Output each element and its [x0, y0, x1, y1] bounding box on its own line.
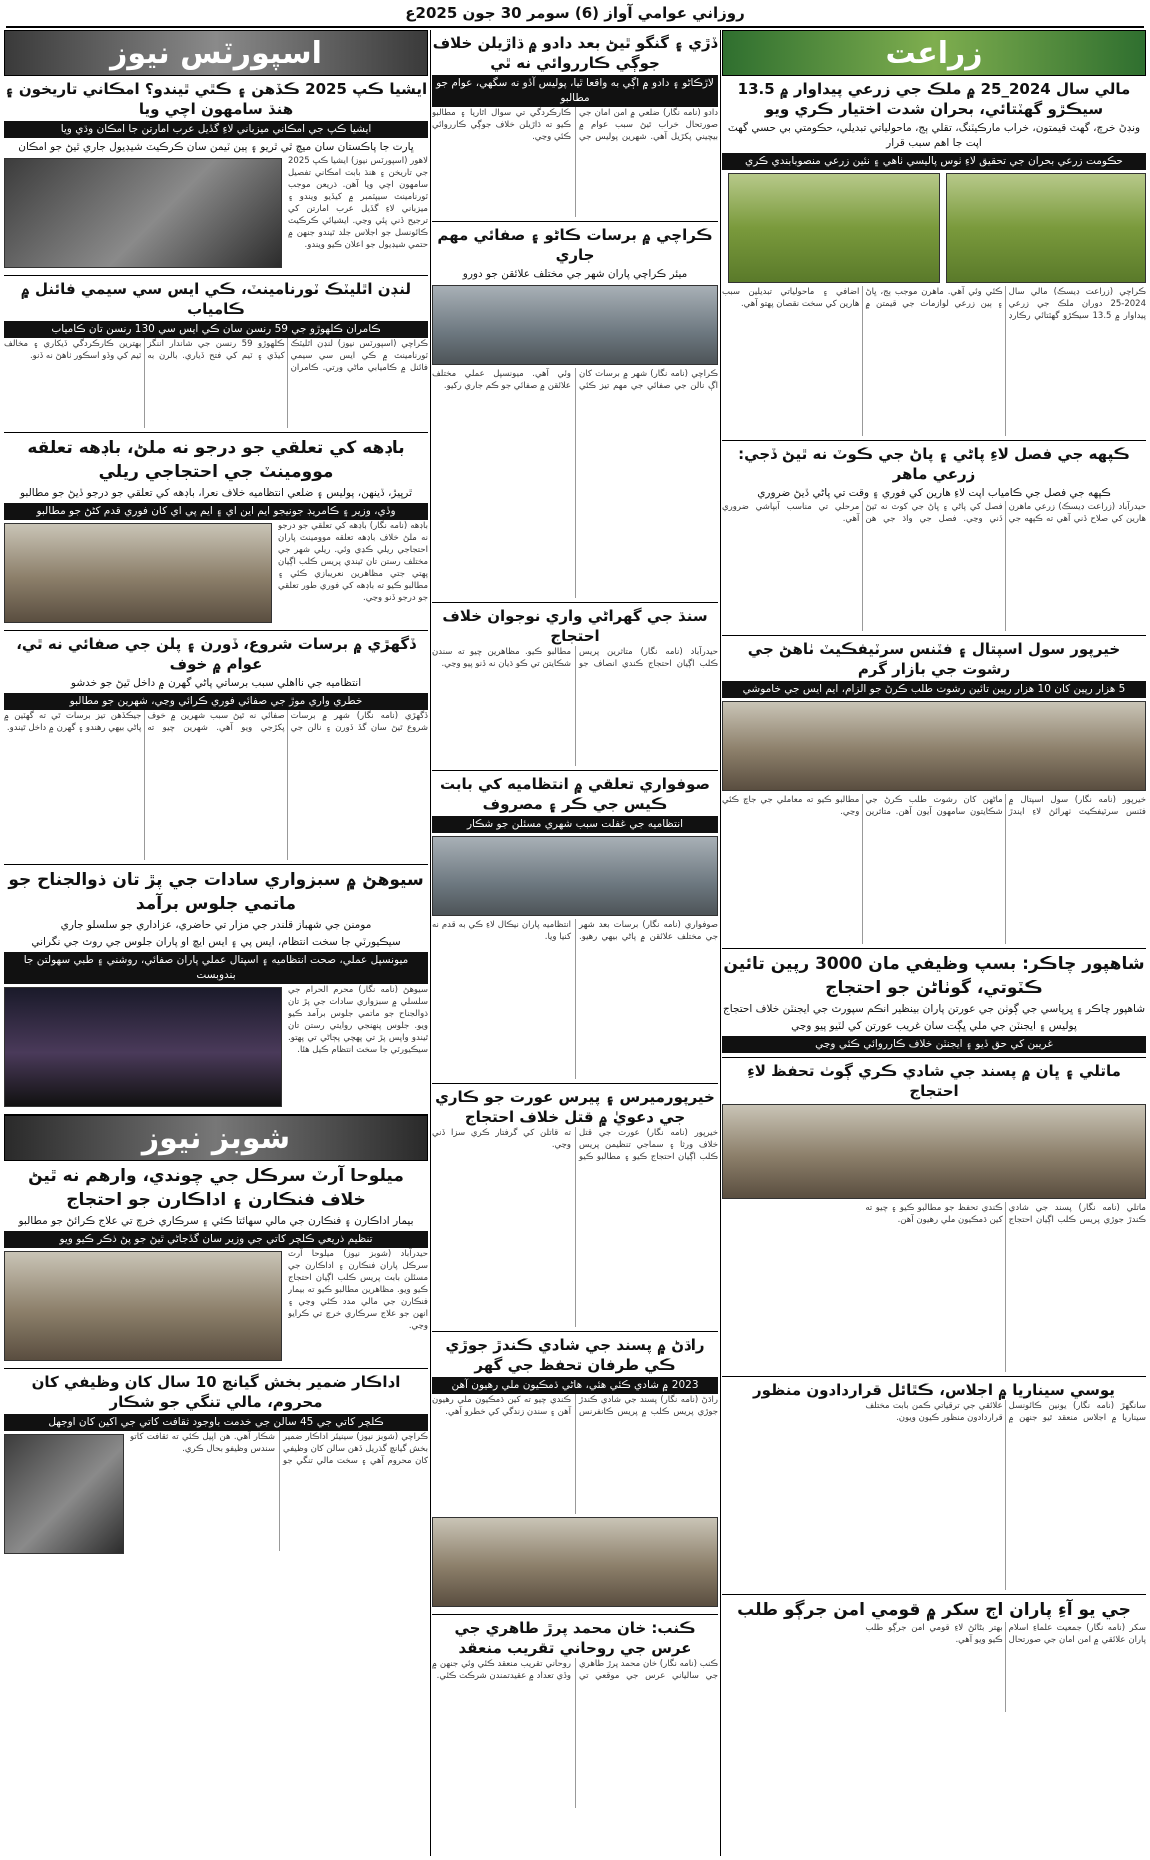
article-body: دادو (نامه نگار) ضلعي ۾ امن امان جي صورتحال خراب ٿيڻ سبب عوام ۾ بيچيني پکڙيل آهي. شهرين پوليس جي ڪارڪردگي تي سوال اٿاريا ۽ مطالبو ڪيو ته ڌاڙيلن خلاف جوڳي ڪارروائي ڪئي وڃي. — [432, 108, 718, 142]
article-body: خيرپور (نامه نگار) عورت جي قتل خلاف ورثا ۽ سماجي تنظيمن پريس ڪلب اڳيان احتجاج ڪيو ۽ مطالبو ڪيو ته قاتلن کي گرفتار ڪري سزا ڏني وڃي. — [432, 1128, 718, 1162]
subheadline: ڪلچر کاتي جي 45 سالن جي خدمت باوجود ثقافت کاتي جي اکين کان اوجهل — [4, 1414, 428, 1431]
headline: جي يو آءِ پاران اڄ سکر ۾ قومي امن جرڳو طلب — [737, 1600, 1131, 1620]
story-shahpur-chakar — [722, 949, 1146, 1058]
headline: لنڊن اٿليٽڪ ٽورنامينٽ، ڪي ايس سي سيمي فائنل ۾ ڪامياب — [21, 280, 411, 318]
story-sehwan-procession — [4, 865, 428, 1115]
agri-story-production — [722, 76, 1146, 441]
story-sufwari — [432, 771, 718, 1084]
story-hyderabad-protest — [432, 603, 718, 771]
headline: ميلوحا آرٽ سرڪل جي چوندي، وارهم نه ٿيڻ خلاف فنڪارن ۽ اداڪارن جو احتجاج — [28, 1166, 404, 1210]
actor-photo — [4, 1434, 124, 1554]
showbiz-banner: شوبز نيوز — [4, 1115, 428, 1161]
couple-photo — [722, 1104, 1146, 1199]
article-body: ڪراچي (اسپورٽس نيوز) لنڊن اٿليٽڪ ٽورنامينٽ ۾ ڪي ايس سي سيمي فائنل ۾ ڪاميابي ماڻي ورتي. ڪامران ڪلهوڙو 59 رنسن جي شاندار اننگز کيڏي ۽ ٽيم کي فتح ڏياري. بالرن به بهترين ڪارڪردگي ڏيکاري ۽ مخالف ٽيم کي وڏو اسڪور ٺاهڻ نه ڏنو. — [4, 339, 428, 373]
artists-protest-photo — [4, 1251, 282, 1361]
headline: ڏڙي ۽ گنگو ٿيڻ بعد دادو ۾ ڌاڙيلن خلاف جوڳي ڪارروائي نه ٿي — [432, 34, 718, 72]
story-karachi-rain — [432, 222, 718, 603]
crop-photo — [728, 173, 940, 283]
article-body: ڪنب (نامه نگار) خان محمد پرڙ طاهري جي سالياني عرس جي موقعي تي روحاني تقريب منعقد ڪئي وئي جنهن ۾ وڏي تعداد ۾ عقيدتمندن شرڪت ڪئي. — [432, 1659, 718, 1681]
story-sanaria — [722, 1377, 1146, 1595]
headline: اداڪار ضمير بخش گيانچ 10 سال کان وظيفي کان محروم، مالي تنگي جو شڪار — [31, 1373, 401, 1411]
column-rule-right — [720, 30, 721, 1856]
subheadline: بيمار اداڪارن ۽ فنڪارن جي مالي سهائتا ڪئي ۽ سرڪاري خرچ تي علاج ڪرائڻ جو مطالبو — [18, 1215, 414, 1227]
headline: صوفواري تعلقي ۾ انتظاميه کي بابت ڪيس جي ڪر ۽ مصروف — [439, 775, 711, 813]
subheadline: شاهپور چاڪر ۽ ڀرپاسي جي ڳوٺن جي عورتن پاران بينظير انڪم سپورٽ جي ايجنٽن خلاف احتجاج — [722, 1003, 1145, 1015]
cricketers-photo — [4, 158, 282, 268]
subheadline: لاڙڪاڻو ۽ دادو ۾ اڳي به واقعا ٿيا، پوليس آڏو نه سگهي، عوام جو مطالبو — [432, 75, 718, 107]
headline: خيرپورميرس ۽ پيرس عورت جو ڪاري جي دعويٰ ۾ قتل خلاف احتجاج — [435, 1088, 715, 1126]
agri-story-cotton — [722, 441, 1146, 636]
story-matli — [722, 1058, 1146, 1377]
article-body: باڊهه (نامه نگار) باڊهه کي تعلقي جو درجو نه ملڻ خلاف باڊهه تعلقه موومينٽ پاران احتجاجي ريلي ڪڍي وئي. ريلي شهر جي مختلف رستن تان ٿيندي پريس ڪلب اڳيان پهتي جتي مظاهرين نعريبازي ڪئي ۽ مطالبو ڪيو ته باڊهه کي فوري طور تعلقي جو درجو ڏنو وڃي. — [278, 521, 428, 603]
article-body: سيوهڻ (نامه نگار) محرم الحرام جي سلسلي ۾ سبزواري سادات جي پڙ تان ذوالجناح جو ماتمي جلوس برآمد ڪيو ويو. جلوس پنهنجي روايتي رستن تان ٿيندو واپس پڙ تي پهچي پڄاڻي تي پهتو. سيڪيورٽي جا سخت انتظام ڪيل هئا. — [288, 985, 428, 1055]
subheadline: ڪامران ڪلهوڙو جي 59 رنسن سان ڪي ايس سي 130 رنسن تان ڪامياب — [4, 321, 428, 338]
subheadline: ڪپهه جي فصل جي ڪامياب اپت لاءِ هارين کي فوري ۽ وقت تي پاڻي ڏيڻ ضروري — [757, 487, 1111, 499]
article-body: سکر (نامه نگار) جمعيت علماءِ اسلام پاران علائقي ۾ امن امان جي صورتحال بهتر بڻائڻ لاءِ قومي امن جرڳو طلب ڪيو ويو آهي. — [865, 1623, 1146, 1645]
story-khairpur-murder — [432, 1084, 718, 1332]
article-body: سانگهڙ (نامه نگار) يونين ڪائونسل سيناريا ۾ اجلاس منعقد ٿيو جنهن ۾ علائقي جي ترقياتي ڪمن بابت مختلف قراردادون منظور ڪيون ويون. — [865, 1401, 1146, 1423]
story-jui-jirga — [722, 1595, 1146, 1716]
story-khairpur-hospital — [722, 636, 1146, 949]
story-dadu — [432, 30, 718, 222]
subheadline: وڏي، وزير ۽ ڪامريڊ جونيجو ايم اين اي ۽ ايم پي اي کان فوري قدم کڻڻ جو مطالبو — [4, 503, 428, 520]
rain-photo — [432, 285, 718, 365]
headline: سيوهڻ ۾ سبزواري سادات جي پڙ تان ذوالجناح جو ماتمي جلوس برآمد — [8, 870, 424, 914]
sports-story-london — [4, 276, 428, 433]
article-body: حيدرآباد (نامه نگار) متاثرين پريس ڪلب اڳيان احتجاج ڪندي انصاف جو مطالبو ڪيو. مظاهرين چيو ته سندن شڪايتن تي ڪو ڌيان نه ڏنو پيو وڃي. — [432, 647, 718, 669]
showbiz-story-protest — [4, 1161, 428, 1369]
subheadline: ميئر ڪراچي پاران شهر جي مختلف علائقن جو دورو — [462, 268, 688, 280]
subheadline: 2023 ۾ شادي ڪئي هئي، هاڻي ڌمڪيون ملي رهيون آهن — [432, 1377, 718, 1394]
headline: سنڌ جي گهراڻي واري نوجوان خلاف احتجاج — [442, 607, 708, 645]
flood-photo — [432, 836, 718, 916]
column-right — [722, 30, 1146, 1856]
subheadline: غريبن کي حق ڏيو ۽ ايجنٽن خلاف ڪارروائي ڪئي وڃي — [722, 1036, 1146, 1053]
agriculture-banner: زراعت — [722, 30, 1146, 76]
article-body: ڪراچي (نامه نگار) شهر ۾ برسات کان اڳ نالن جي صفائي جي مهم تيز ڪئي وئي آهي. ميونسپل عملي مختلف علائقن ۾ صفائي جو ڪم جاري رکيو. — [432, 369, 718, 391]
subheadline: سيڪيورٽي جا سخت انتظام، ايس پي ۽ ايس ايڇ او پاران جلوس جي روٽ جي نگراني — [31, 936, 401, 948]
article-body: راڌڻ (نامه نگار) پسند جي شادي ڪندڙ جوڙي پريس ڪلب ۾ پريس ڪانفرنس ڪندي چيو ته کين ڌمڪيون ملي رهيون آهن ۽ سندن زندگي کي خطرو آهي. — [432, 1395, 718, 1417]
headline: خيرپور سول اسپتال ۽ فٽنس سرٽيفڪيٽ ٺاهڻ جي رشوت جي بازار گرم — [747, 640, 1121, 678]
headline: ڏگهڙي ۾ برسات شروع، ڏورن ۽ پلن جي صفائي نه ٿي، عوام ۾ خوف — [16, 635, 416, 673]
subheadline: مومنن جي شهباز قلندر جي مزار تي حاضري، عزاداري جو سلسلو جاري — [60, 919, 372, 931]
headline: مالي سال 2024_25 ۾ ملڪ جي زرعي پيداوار ۾ 13.5 سيڪڙو گهٽتائي، بحران شدت اختيار ڪري ويو — [737, 80, 1131, 118]
subheadline: خطري واري موڙ جي صفائي فوري ڪرائي وڃي، شهرين جو مطالبو — [4, 693, 428, 710]
headline: يوسي سيناريا ۾ اجلاس، ڪٿائل قراردادون منظور — [753, 1381, 1115, 1399]
article-body: ماتلي (نامه نگار) پسند جي شادي ڪندڙ جوڙي پريس ڪلب اڳيان احتجاج ڪندي تحفظ جو مطالبو ڪيو ۽ چيو ته کين ڌمڪيون ملي رهيون آهن. — [865, 1203, 1146, 1225]
subheadline: ٿرڀيڙ، ڏينهن، پوليس ۽ ضلعي انتظاميه خلاف نعرا، باڊهه کي تعلقي جو درجو ڏيڻ جو مطالبو — [19, 487, 413, 499]
crop-photo — [946, 173, 1146, 283]
article-body: صوفواري (نامه نگار) برسات بعد شهر جي مختلف علائقن ۾ پاڻي بيهي رهيو. انتظاميه پاران نيڪال لاءِ ڪي به قدم نه کنيا ويا. — [432, 920, 718, 942]
headline: باڊهه کي تعلقي جو درجو نه ملڻ، باڊهه تعلقه موومينٽ جي احتجاجي ريلي — [27, 438, 405, 482]
subheadline: ڀارت جا پاڪستان سان ميچ ٿي ٿريو ۽ ٻين ٽيمن سان ڪرڪيٽ شيڊيول جاري ٿيڻ جو امڪان — [18, 141, 414, 153]
article-body: حيدرآباد (شوبز نيوز) ميلوحا آرٽ سرڪل پاران فنڪارن ۽ اداڪارن جي مسئلن بابت پريس ڪلب اڳيان احتجاج ڪيو ويو. مظاهرين مطالبو ڪيو ته بيمار فنڪارن جي مالي مدد ڪئي وڃي ۽ انهن جو علاج سرڪاري خرچ تي ڪرايو وڃي. — [288, 1249, 428, 1331]
story-dagri-rain — [4, 631, 428, 865]
article-body: خيرپور (نامه نگار) سول اسپتال ۾ فٽنس سرٽيفڪيٽ ٺهرائڻ لاءِ ايندڙ ماڻهن کان رشوت طلب ڪرڻ جي شڪايتون سامهون آيون آهن. متاثرين مطالبو ڪيو ته معاملي جي جاچ ڪئي وڃي. — [722, 795, 1146, 817]
headline: ڪراچي ۾ برسات ڪاڻو ۽ صفائي مهم جاري — [437, 226, 713, 264]
headline: راڌڻ ۾ پسند جي شادي ڪندڙ جوڙي ڪي طرفان تحفظ جي گهر — [445, 1336, 705, 1374]
article-body: ڏگهڙي (نامه نگار) شهر ۾ برسات شروع ٿيڻ سان گڏ ڏورن ۽ نالن جي صفائي نه ٿيڻ سبب شهرين ۾ خوف پکڙجي ويو آهي. شهرين چيو ته جيڪڏهن تيز برسات ٿي ته گهٽين ۾ پاڻي بيهي رهندو ۽ گهرن ۾ داخل ٿيندو. — [4, 711, 428, 733]
headline: شاهپور چاڪر: بسپ وظيفي مان 3000 رپين تائين ڪٽوتي، گوٺاڻن جو احتجاج — [723, 954, 1145, 998]
subheadline: انتظاميه جي نااهلي سبب برساتي پاڻي گهرن ۾ داخل ٿيڻ جو خدشو — [70, 677, 362, 689]
rally-photo — [4, 523, 272, 623]
sports-story-asia-cup — [4, 76, 428, 276]
couple-photo — [432, 1517, 718, 1607]
sports-banner: اسپورٽس نيوز — [4, 30, 428, 76]
article-body: لاهور (اسپورٽس نيوز) ايشيا ڪپ 2025 جي تاريخن ۽ هنڌ بابت امڪاني تفصيل سامهون اچي ويا آهن. ذريعن موجب ٽورنامينٽ سيپٽمبر ۾ کيڏيو ويندو ۽ ميزباني لاءِ گڏيل عرب امارتن کي ترجيح ڏني پئي وڃي. ايشيائي ڪرڪيٽ ڪائونسل جو اجلاس جلد ٿيندو جنهن ۾ حتمي شيڊيول جو اعلان ڪيو ويندو. — [288, 156, 428, 250]
story-kanb-urs — [432, 1615, 718, 1812]
column-left — [4, 30, 428, 1856]
subheadline: حڪومت زرعي بحران جي تحقيق لاءِ ٺوس پاليسي ٺاهي ۽ نئين زرعي منصوبابندي ڪري — [722, 153, 1146, 170]
story-radhan — [432, 1332, 718, 1615]
headline: ڪنب: خان محمد پرڙ طاهري جي عرس جي روحاني تقريب منعقد — [454, 1619, 696, 1657]
subheadline: پوليس ۽ ايجنٽن جي ملي ڀڳت سان غريب عورتن کي لٽيو پيو وڃي — [791, 1020, 1077, 1032]
subheadline: تنظيم ذريعي ڪلچر کاتي جي وزير سان گڏجاڻي ٿيڻ جو پڻ ذڪر ڪيو ويو — [4, 1231, 428, 1248]
article-body: ڪراچي (شوبز نيوز) سينيئر اداڪار ضمير بخش گيانچ گذريل ڏهن سالن کان وظيفي کان محروم آهي ۽ سخت مالي تنگي جو شڪار آهي. هن اپيل ڪئي ته ثقافت کاتو سندس وظيفو بحال ڪري. — [130, 1432, 428, 1466]
headline: ڪپهه جي فصل لاءِ پاڻي ۽ پاڻ جي ڪوٽ نه ٿيڻ ڏجي: زرعي ماهر — [738, 445, 1130, 483]
article-body: حيدرآباد (زراعت ڊيسڪ) زرعي ماهرن هارين کي صلاح ڏني آهي ته ڪپهه جي فصل کي پاڻي ۽ ڀاڻ جي کوٽ نه ٿيڻ ڏني وڃي. فصل جي واڌ جي هن مرحلي تي مناسب آبپاشي ضروري آهي. — [722, 502, 1146, 524]
subheadline: ميونسپل عملي، صحت انتظاميه ۽ اسپتال عملي پاران صفائي، روشني ۽ طبي سهولتن جا بندوبست — [4, 952, 428, 984]
story-badah-rally — [4, 433, 428, 631]
headline: ايشيا ڪپ 2025 ڪڏهن ۽ ڪٿي ٿيندو؟ امڪاني تاريخون ۽ هنڌ سامهون اچي ويا — [4, 80, 428, 118]
column-middle — [432, 30, 718, 1856]
hospital-photo — [722, 701, 1146, 791]
procession-photo — [4, 987, 282, 1107]
subheadline: 5 هزار رپين کان 10 هزار رپين تائين رشوت طلب ڪرڻ جو الزام، ايم ايس جي خاموشي — [722, 681, 1146, 698]
masthead: روزاني عوامي آواز (6) سومر 30 جون 2025ع — [405, 4, 745, 22]
column-rule-left — [430, 30, 431, 1856]
article-body: ڪراچي (زراعت ڊيسڪ) مالي سال 2024-25 دوران ملڪ جي زرعي پيداوار ۾ 13.5 سيڪڙو گهٽتائي رڪارڊ ڪئي وئي آهي. ماهرن موجب ٻج، ڀاڻ ۽ ٻين زرعي لوازمات جي قيمتن ۾ اضافي ۽ ماحولياتي تبديلين سبب هارين کي سخت نقصان پهتو آهي. — [722, 287, 1146, 321]
subheadline: انتظاميه جي غفلت سبب شهري مسئلن جو شڪار — [432, 816, 718, 833]
masthead-rule — [6, 26, 1144, 28]
subheadline: ايشيا ڪپ جي امڪاني ميزباني لاءِ گڏيل عرب امارتن جا امڪان وڌي ويا — [4, 121, 428, 138]
headline: ماتلي ۽ ڀان ۾ پسند جي شادي ڪري ڳوٺ تحفظ لاءِ احتجاج — [747, 1062, 1121, 1100]
showbiz-story-actor — [4, 1369, 428, 1561]
subheadline: ونڊڻ خرچ، گهٽ قيمتون، خراب مارڪيٽنگ، تقلي ٻج، ماحولياتي تبديلي، حڪومتي بي حسي گهٽ اپت جا اهم سبب قرار — [727, 122, 1141, 149]
